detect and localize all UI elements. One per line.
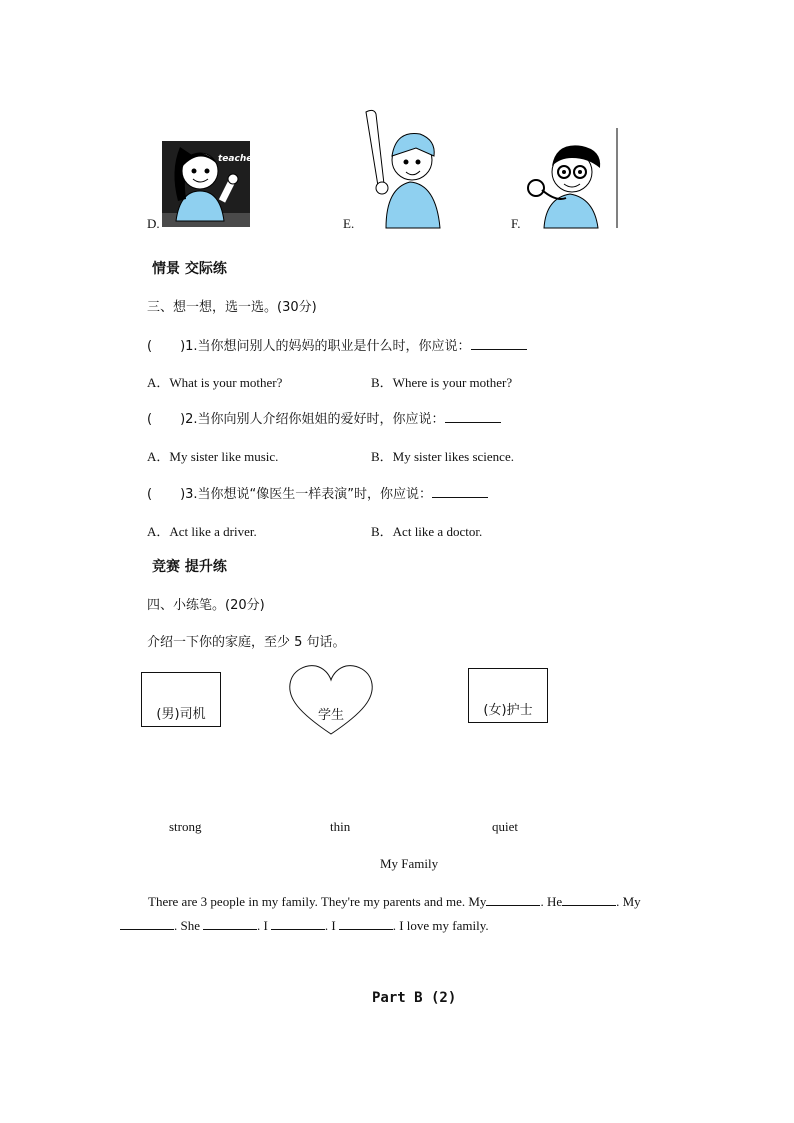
q1-option-b[interactable]: B．Where is your mother?: [371, 375, 513, 390]
teacher-caption: teacher: [218, 154, 257, 164]
part4-heading: 四、小练笔。(20分): [147, 598, 265, 613]
q2-paren-open: (: [147, 412, 153, 427]
essay-blank-2[interactable]: [562, 893, 616, 906]
essay-title: My Family: [380, 856, 439, 871]
essay-line1-part-b: . He: [540, 894, 563, 909]
section-situational-title: 情景 交际练: [152, 261, 227, 277]
mother-nurse-box: [468, 668, 548, 723]
essay-line1-part-c: . My: [616, 894, 641, 909]
option-f-label: F.: [511, 216, 521, 231]
option-e-label: E.: [343, 216, 355, 231]
question-1: [147, 335, 527, 354]
question-3: [147, 483, 488, 502]
q3-paren-open: (: [147, 487, 153, 502]
essay-line-2: [120, 917, 489, 934]
q3-blank[interactable]: [432, 485, 488, 498]
student-label: 学生: [317, 708, 344, 723]
word-quiet: quiet: [492, 819, 518, 834]
essay-blank-5[interactable]: [271, 917, 325, 930]
q1-blank[interactable]: [471, 337, 527, 350]
essay-blank-6[interactable]: [339, 917, 393, 930]
q2-blank[interactable]: [445, 410, 501, 423]
q3-option-a[interactable]: A．Act like a driver.: [147, 524, 257, 539]
essay-blank-1[interactable]: [486, 893, 540, 906]
q3-paren-close: ): [180, 487, 186, 502]
essay-blank-3[interactable]: [120, 917, 174, 930]
part4-instruction: 介绍一下你的家庭，至少 5 句话。: [147, 635, 346, 650]
q3-option-b[interactable]: B．Act like a doctor.: [371, 524, 483, 539]
word-strong: strong: [169, 819, 202, 834]
teacher-girl-image: [162, 141, 257, 227]
essay-line-1: [148, 893, 641, 910]
page-footer: Part B (2): [372, 990, 457, 1006]
option-d-label: D.: [147, 216, 160, 231]
essay-line1-part-a: There are 3 people in my family. They're my parents and me. My: [148, 894, 487, 909]
q2-option-a[interactable]: A．My sister like music.: [147, 449, 279, 464]
father-driver-box: [141, 672, 221, 727]
word-thin: thin: [330, 819, 351, 834]
baseball-boy-image: [356, 108, 448, 228]
q1-paren-open: (: [147, 339, 153, 354]
q2-text: 2.当你向别人介绍你姐姐的爱好时，你应说：: [185, 412, 445, 427]
doctor-boy-image: [522, 128, 618, 228]
q3-text: 3.当你想说“像医生一样表演”时，你应说：: [185, 487, 433, 502]
q2-paren-close: ): [180, 412, 186, 427]
q1-text: 1.当你想问别人的妈妈的职业是什么时，你应说：: [185, 339, 471, 354]
student-heart: [288, 664, 374, 736]
essay-line2-part-b: . I: [257, 918, 268, 933]
section-competition-title: 竞赛 提升练: [152, 559, 227, 575]
essay-line2-part-d: . I love my family.: [392, 918, 489, 933]
father-driver-label: (男)司机: [156, 707, 206, 722]
part3-heading: 三、想一想，选一选。(30分): [147, 300, 317, 315]
q2-option-b[interactable]: B．My sister likes science.: [371, 449, 514, 464]
q1-paren-close: ): [180, 339, 186, 354]
essay-blank-4[interactable]: [203, 917, 257, 930]
essay-line2-part-c: . I: [324, 918, 336, 933]
question-2: [147, 408, 501, 427]
mother-nurse-label: (女)护士: [483, 703, 533, 718]
essay-line2-part-a: . She: [174, 918, 200, 933]
q1-option-a[interactable]: A．What is your mother?: [147, 375, 283, 390]
